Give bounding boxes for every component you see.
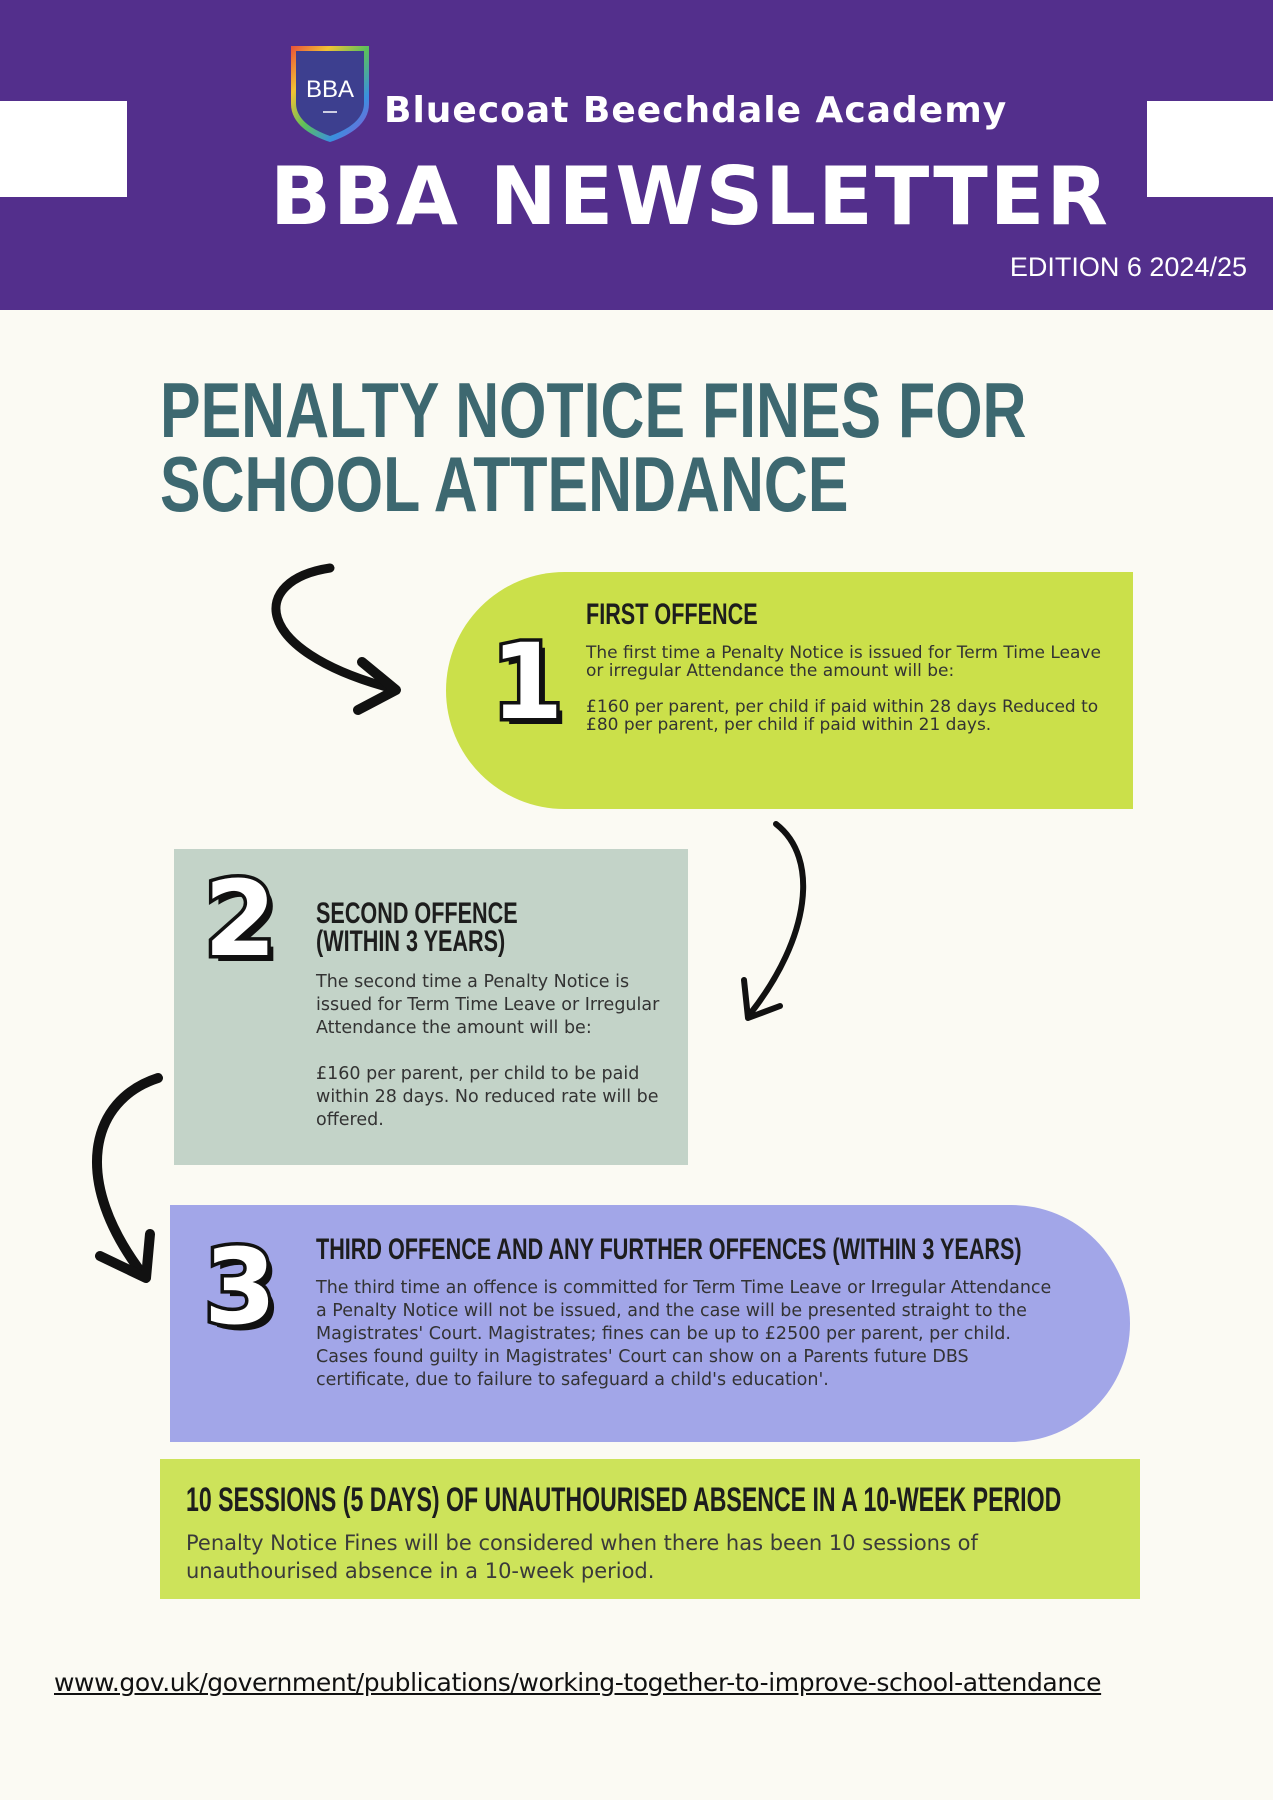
third-offence-text-2: Cases found guilty in Magistrates' Court can show on a Parents future DBS certificate, due to failure to safeguard a child's education'. — [316, 1347, 969, 1390]
second-offence-text-2: £160 per parent, per child to be paid within 28 days. No reduced rate will be offered. — [316, 1064, 659, 1130]
third-offence-card — [170, 1205, 1130, 1442]
header-left-block — [0, 101, 127, 197]
sessions-card — [160, 1459, 1140, 1599]
first-offence-text — [586, 644, 1106, 734]
sessions-heading: 10 SESSIONS (5 DAYS) OF UNAUTHOURISED ABSENCE IN A 10-WEEK PERIOD — [186, 1481, 1062, 1519]
header-banner — [0, 0, 1273, 310]
first-offence-text-2: £160 per parent, per child if paid within 28 days Reduced to £80 per parent, per child if paid within 21 days. — [586, 697, 1099, 735]
article-title-line-2: SCHOOL ATTENDANCE — [160, 440, 849, 528]
arrow-to-third-offence-icon — [70, 1070, 170, 1290]
newsletter-title: BBA NEWSLETTER — [270, 150, 1111, 243]
arrow-to-second-offence-icon — [720, 818, 830, 1028]
academy-name: Bluecoat Beechdale Academy — [384, 90, 1008, 131]
second-offence-text-1: The second time a Penalty Notice is issued for Term Time Leave or Irregular Attendance the amount will be: — [316, 972, 660, 1038]
academy-logo — [287, 42, 373, 144]
second-offence-text — [316, 971, 684, 1132]
offence-number-2: 2 — [204, 858, 277, 980]
arrow-to-first-offence-icon — [250, 560, 410, 720]
article-title-line-1: PENALTY NOTICE FINES FOR — [160, 366, 1027, 454]
offence-number-3: 3 — [204, 1226, 277, 1348]
sessions-text: Penalty Notice Fines will be considered when there has been 10 sessions of unauthourised absence in a 10-week period. — [186, 1531, 978, 1583]
third-offence-heading: THIRD OFFENCE AND ANY FURTHER OFFENCES (WITHIN 3 YEARS) — [316, 1233, 1022, 1266]
third-offence-text — [316, 1277, 1066, 1392]
logo-text: BBA — [305, 76, 355, 103]
article-title — [160, 366, 1027, 528]
first-offence-text-1: The first time a Penalty Notice is issued for Term Time Leave or irregular Attendance the amount will be: — [586, 643, 1101, 681]
first-offence-card — [446, 572, 1133, 809]
header-right-block — [1147, 101, 1273, 197]
offence-number-1: 1 — [491, 621, 564, 743]
second-offence-heading-1: SECOND OFFENCE — [316, 897, 518, 930]
second-offence-heading-2: (WITHIN 3 YEARS) — [316, 925, 506, 958]
first-offence-heading: FIRST OFFENCE — [586, 598, 758, 631]
second-offence-card — [174, 849, 688, 1165]
edition-label: EDITION 6 2024/25 — [1009, 252, 1247, 282]
gov-uk-attendance-link[interactable]: www.gov.uk/government/publications/working-together-to-improve-school-attendance — [54, 1668, 1102, 1697]
third-offence-text-1: The third time an offence is committed for Term Time Leave or Irregular Attendance a Penalty Notice will not be issued, and the case will be presented straight to the Magistrates' Court. Magistrates; fines can be up to £2500 per parent, per child. — [316, 1278, 1052, 1344]
